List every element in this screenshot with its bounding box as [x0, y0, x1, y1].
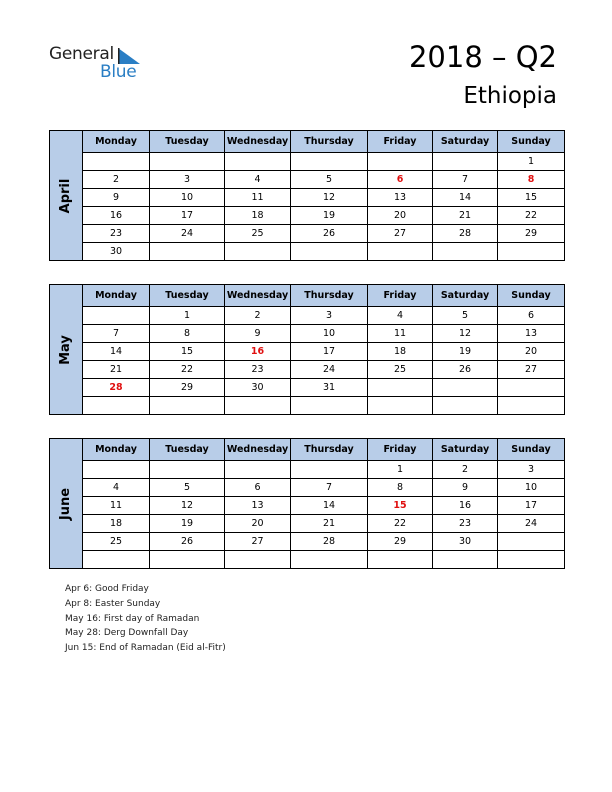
- empty-day-cell: [498, 533, 565, 551]
- day-cell: 16: [83, 207, 150, 225]
- weekday-header-row: [50, 131, 565, 153]
- empty-day-cell: [368, 243, 433, 261]
- empty-day-cell: [498, 551, 565, 569]
- day-cell: 10: [498, 479, 565, 497]
- day-cell: 18: [368, 343, 433, 361]
- week-row: [50, 361, 565, 379]
- holiday-note: Apr 6: Good Friday: [65, 584, 149, 594]
- weekday-header: Monday: [83, 131, 150, 153]
- country-name: Ethiopia: [463, 83, 557, 109]
- month-label-cell: [50, 285, 83, 415]
- day-cell: 7: [291, 479, 368, 497]
- day-cell: 23: [83, 225, 150, 243]
- day-cell: 17: [150, 207, 225, 225]
- empty-day-cell: [83, 397, 150, 415]
- empty-day-cell: [291, 153, 368, 171]
- day-cell: 8: [498, 171, 565, 189]
- day-cell: 12: [150, 497, 225, 515]
- empty-day-cell: [291, 397, 368, 415]
- day-cell: 14: [291, 497, 368, 515]
- day-cell: 6: [368, 171, 433, 189]
- weekday-header-row: [50, 285, 565, 307]
- page-title: 2018 – Q2: [408, 40, 557, 74]
- holiday-note: Jun 15: End of Ramadan (Eid al-Fitr): [65, 643, 226, 654]
- day-cell: 30: [225, 379, 291, 397]
- week-row: [50, 171, 565, 189]
- day-cell: 11: [368, 325, 433, 343]
- empty-day-cell: [150, 551, 225, 569]
- empty-day-cell: [368, 397, 433, 415]
- day-cell: 26: [291, 225, 368, 243]
- day-cell: 22: [150, 361, 225, 379]
- brand-logo: [49, 44, 159, 84]
- day-cell: 24: [498, 515, 565, 533]
- week-row: [50, 307, 565, 325]
- empty-day-cell: [498, 379, 565, 397]
- day-cell: 11: [83, 497, 150, 515]
- day-cell: 3: [291, 307, 368, 325]
- day-cell: 15: [150, 343, 225, 361]
- week-row: [50, 343, 565, 361]
- day-cell: 1: [498, 153, 565, 171]
- month-label: May: [58, 334, 73, 365]
- empty-day-cell: [368, 153, 433, 171]
- day-cell: 5: [433, 307, 498, 325]
- empty-day-cell: [433, 243, 498, 261]
- day-cell: 4: [225, 171, 291, 189]
- day-cell: 7: [83, 325, 150, 343]
- empty-day-cell: [433, 153, 498, 171]
- week-row: [50, 515, 565, 533]
- day-cell: 4: [368, 307, 433, 325]
- month-label: April: [58, 178, 73, 213]
- empty-day-cell: [291, 243, 368, 261]
- weekday-header: Tuesday: [150, 285, 225, 307]
- day-cell: 9: [225, 325, 291, 343]
- week-row: [50, 497, 565, 515]
- week-row: [50, 243, 565, 261]
- empty-day-cell: [83, 551, 150, 569]
- logo-text-blue: Blue: [100, 62, 137, 82]
- day-cell: 15: [368, 497, 433, 515]
- empty-day-cell: [150, 397, 225, 415]
- holiday-note: Apr 8: Easter Sunday: [65, 598, 161, 609]
- day-cell: 14: [433, 189, 498, 207]
- day-cell: 7: [433, 171, 498, 189]
- week-row: [50, 461, 565, 479]
- day-cell: 25: [225, 225, 291, 243]
- month-table-may: [49, 284, 565, 415]
- day-cell: 19: [433, 343, 498, 361]
- weekday-header: Tuesday: [150, 131, 225, 153]
- day-cell: 16: [433, 497, 498, 515]
- day-cell: 8: [368, 479, 433, 497]
- day-cell: 14: [83, 343, 150, 361]
- day-cell: 5: [150, 479, 225, 497]
- empty-day-cell: [291, 461, 368, 479]
- day-cell: 20: [368, 207, 433, 225]
- empty-day-cell: [368, 551, 433, 569]
- day-cell: 12: [291, 189, 368, 207]
- holiday-note: May 28: Derg Downfall Day: [65, 628, 189, 639]
- empty-day-cell: [225, 461, 291, 479]
- weekday-header: Sunday: [498, 439, 565, 461]
- weekday-header: Thursday: [291, 131, 368, 153]
- day-cell: 28: [83, 379, 150, 397]
- weekday-header: Friday: [368, 439, 433, 461]
- day-cell: 17: [291, 343, 368, 361]
- week-row: [50, 379, 565, 397]
- day-cell: 30: [83, 243, 150, 261]
- weekday-header: Sunday: [498, 285, 565, 307]
- empty-day-cell: [150, 153, 225, 171]
- day-cell: 29: [498, 225, 565, 243]
- week-row: [50, 325, 565, 343]
- day-cell: 5: [291, 171, 368, 189]
- day-cell: 12: [433, 325, 498, 343]
- weekday-header: Wednesday: [225, 285, 291, 307]
- day-cell: 8: [150, 325, 225, 343]
- week-row: [50, 397, 565, 415]
- week-row: [50, 189, 565, 207]
- empty-day-cell: [225, 243, 291, 261]
- day-cell: 18: [225, 207, 291, 225]
- holiday-note: May 16: First day of Ramadan: [65, 613, 200, 624]
- day-cell: 22: [368, 515, 433, 533]
- day-cell: 21: [291, 515, 368, 533]
- day-cell: 6: [498, 307, 565, 325]
- month-label: June: [58, 487, 73, 520]
- day-cell: 19: [150, 515, 225, 533]
- empty-day-cell: [433, 397, 498, 415]
- day-cell: 29: [368, 533, 433, 551]
- weekday-header: Sunday: [498, 131, 565, 153]
- holiday-notes: [65, 582, 226, 656]
- empty-day-cell: [150, 461, 225, 479]
- day-cell: 10: [150, 189, 225, 207]
- day-cell: 21: [433, 207, 498, 225]
- weekday-header: Thursday: [291, 439, 368, 461]
- day-cell: 29: [150, 379, 225, 397]
- empty-day-cell: [83, 307, 150, 325]
- day-cell: 27: [368, 225, 433, 243]
- weekday-header: Friday: [368, 285, 433, 307]
- day-cell: 23: [225, 361, 291, 379]
- day-cell: 26: [433, 361, 498, 379]
- weekday-header: Wednesday: [225, 131, 291, 153]
- weekday-header: Tuesday: [150, 439, 225, 461]
- weekday-header: Friday: [368, 131, 433, 153]
- weekday-header: Wednesday: [225, 439, 291, 461]
- day-cell: 11: [225, 189, 291, 207]
- day-cell: 21: [83, 361, 150, 379]
- day-cell: 19: [291, 207, 368, 225]
- week-row: [50, 533, 565, 551]
- day-cell: 3: [498, 461, 565, 479]
- day-cell: 4: [83, 479, 150, 497]
- empty-day-cell: [368, 379, 433, 397]
- weekday-header: Monday: [83, 439, 150, 461]
- day-cell: 1: [150, 307, 225, 325]
- day-cell: 25: [368, 361, 433, 379]
- day-cell: 24: [150, 225, 225, 243]
- weekday-header: Saturday: [433, 131, 498, 153]
- empty-day-cell: [225, 397, 291, 415]
- day-cell: 28: [291, 533, 368, 551]
- day-cell: 2: [225, 307, 291, 325]
- day-cell: 10: [291, 325, 368, 343]
- day-cell: 23: [433, 515, 498, 533]
- empty-day-cell: [150, 243, 225, 261]
- day-cell: 13: [498, 325, 565, 343]
- day-cell: 17: [498, 497, 565, 515]
- day-cell: 13: [368, 189, 433, 207]
- empty-day-cell: [433, 551, 498, 569]
- week-row: [50, 207, 565, 225]
- empty-day-cell: [498, 243, 565, 261]
- day-cell: 27: [498, 361, 565, 379]
- day-cell: 1: [368, 461, 433, 479]
- month-table-april: [49, 130, 565, 261]
- day-cell: 30: [433, 533, 498, 551]
- day-cell: 27: [225, 533, 291, 551]
- logo-text-general: General: [49, 44, 114, 64]
- month-label-cell: [50, 439, 83, 569]
- day-cell: 6: [225, 479, 291, 497]
- week-row: [50, 225, 565, 243]
- weekday-header: Thursday: [291, 285, 368, 307]
- weekday-header-row: [50, 439, 565, 461]
- day-cell: 31: [291, 379, 368, 397]
- day-cell: 9: [83, 189, 150, 207]
- day-cell: 2: [83, 171, 150, 189]
- day-cell: 16: [225, 343, 291, 361]
- day-cell: 20: [225, 515, 291, 533]
- empty-day-cell: [433, 379, 498, 397]
- day-cell: 15: [498, 189, 565, 207]
- day-cell: 13: [225, 497, 291, 515]
- empty-day-cell: [225, 153, 291, 171]
- empty-day-cell: [83, 461, 150, 479]
- day-cell: 26: [150, 533, 225, 551]
- day-cell: 2: [433, 461, 498, 479]
- day-cell: 9: [433, 479, 498, 497]
- empty-day-cell: [83, 153, 150, 171]
- month-table-june: [49, 438, 565, 569]
- empty-day-cell: [291, 551, 368, 569]
- weekday-header: Saturday: [433, 439, 498, 461]
- day-cell: 20: [498, 343, 565, 361]
- day-cell: 22: [498, 207, 565, 225]
- day-cell: 24: [291, 361, 368, 379]
- week-row: [50, 479, 565, 497]
- month-label-cell: [50, 131, 83, 261]
- day-cell: 3: [150, 171, 225, 189]
- day-cell: 18: [83, 515, 150, 533]
- empty-day-cell: [498, 397, 565, 415]
- empty-day-cell: [225, 551, 291, 569]
- week-row: [50, 551, 565, 569]
- day-cell: 28: [433, 225, 498, 243]
- weekday-header: Monday: [83, 285, 150, 307]
- weekday-header: Saturday: [433, 285, 498, 307]
- day-cell: 25: [83, 533, 150, 551]
- week-row: [50, 153, 565, 171]
